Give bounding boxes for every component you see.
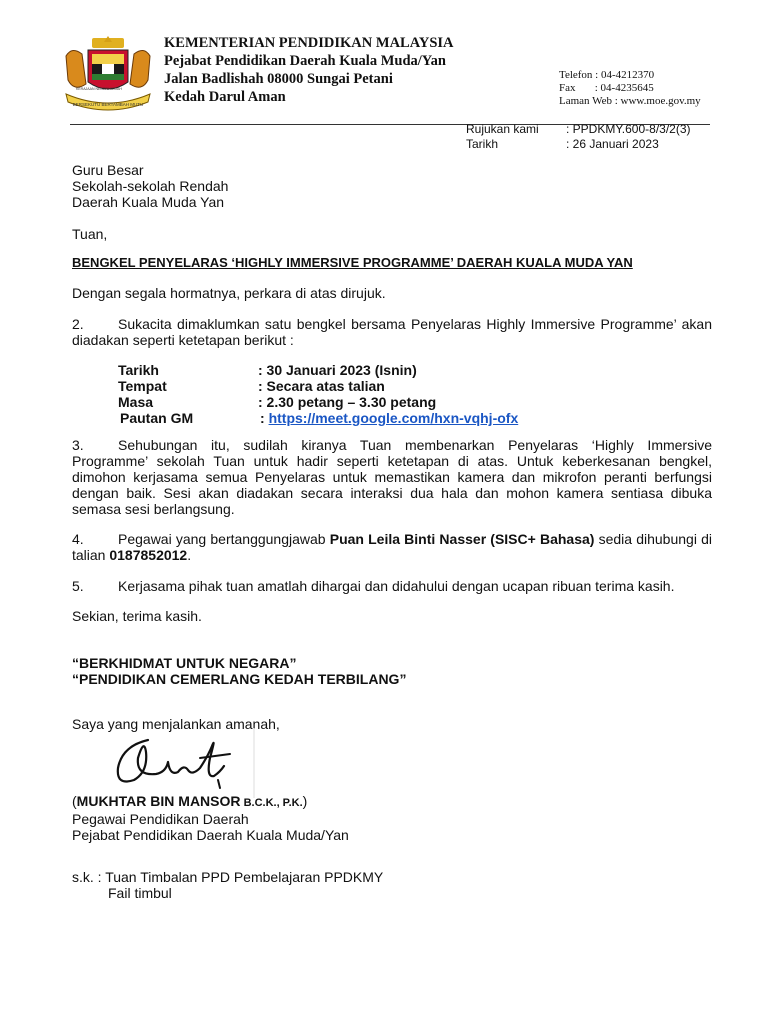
detail-label: Masa [118, 394, 154, 410]
ministry-name: KEMENTERIAN PENDIDIKAN MALAYSIA [164, 35, 454, 51]
signatory-title: Pegawai Pendidikan Daerah [72, 811, 249, 827]
paragraph-2 [72, 316, 712, 348]
paragraph-4 [72, 531, 712, 563]
paragraph-text: Kerjasama pihak tuan amatlah dihargai dan didahului dengan ucapan ribuan terima kasih. [118, 578, 675, 594]
cc-line: Fail timbul [108, 885, 172, 901]
paragraph-number: 5. [72, 578, 84, 594]
recipient-line: Sekolah-sekolah Rendah [72, 178, 229, 194]
contact-block [559, 69, 701, 108]
letter-subject: BENGKEL PENYELARAS ‘HIGHLY IMMERSIVE PROGRAMME’ DAERAH KUALA MUDA YAN [72, 255, 633, 270]
date-value: : 26 Januari 2023 [566, 137, 659, 151]
paragraph-text: Sukacita dimaklumkan satu bengkel bersama Penyelaras Highly Immersive Programme’ akan diadakan seperti ketetapan berikut : [72, 316, 712, 348]
svg-text:KERAJAAN NEGERI KEDAH: KERAJAAN NEGERI KEDAH [76, 87, 122, 91]
paragraph-number: 2. [72, 316, 84, 332]
paragraph-1: Dengan segala hormatnya, perkara di atas dirujuk. [72, 285, 386, 301]
kedah-crest-logo [62, 36, 154, 116]
sign-off: Saya yang menjalankan amanah, [72, 716, 280, 732]
motto-block [72, 655, 406, 687]
cc-block [72, 869, 383, 901]
paragraph-number: 4. [72, 531, 84, 547]
paragraph-number: 3. [72, 437, 84, 453]
office-name: Pejabat Pendidikan Daerah Kuala Muda/Yan [164, 53, 446, 69]
paragraph-5 [72, 578, 712, 594]
signature-image [108, 728, 258, 798]
detail-value: : 2.30 petang – 3.30 petang [258, 394, 437, 410]
paragraph-3 [72, 437, 712, 517]
detail-label: Tempat [118, 378, 167, 394]
signatory-paren: ( [72, 793, 77, 809]
motto-line: “BERKHIDMAT UNTUK NEGARA” [72, 655, 297, 671]
signatory-honours: B.C.K., P.K. [240, 797, 303, 809]
salutation: Tuan, [72, 226, 108, 242]
event-details [118, 362, 518, 426]
recipient-block [72, 162, 228, 210]
svg-text:BERSEKUTU BERTAMBAH MUTU: BERSEKUTU BERTAMBAH MUTU [72, 102, 144, 107]
website: Laman Web : www.moe.gov.my [559, 95, 701, 107]
signatory-office: Pejabat Pendidikan Daerah Kuala Muda/Yan [72, 827, 349, 843]
paragraph-text: Sehubungan itu, sudilah kiranya Tuan membenarkan Penyelaras ‘Highly Immersive Programme’ sekolah Tuan untuk hadir seperti ketetapan di atas. Untuk keberkesanan bengkel, dimohon kerjasama semua Penyelaras untuk memastikan kamera dan mikrofon peranti berfungsi dengan baik. Sesi akan diadakan secara interaksi dua hala dan mohon kamera sentiasa dibuka semasa sesi berlangsung. [72, 437, 712, 517]
paragraph-text: Pegawai yang bertanggungjawab [118, 531, 330, 547]
detail-value: : Secara atas talian [258, 378, 385, 394]
detail-value: : 30 Januari 2023 (Isnin) [258, 362, 417, 378]
reference-block [466, 122, 691, 152]
signatory-name: MUKHTAR BIN MANSOR [76, 793, 241, 809]
officer-name: Puan Leila Binti Nasser (SISC+ Bahasa) [329, 531, 595, 547]
closing-line: Sekian, terima kasih. [72, 608, 202, 624]
paragraph-text: sedia dihubungi di talian [72, 531, 712, 563]
phone-number: Telefon : 04-4212370 [559, 69, 655, 81]
signatory-block [72, 793, 349, 843]
officer-phone: 0187852012 [109, 547, 188, 563]
ref-label: Rujukan kami [466, 122, 539, 136]
signatory-paren: ) [302, 793, 308, 809]
detail-separator: : [260, 410, 269, 426]
meet-link[interactable]: https://meet.google.com/hxn-vqhj-ofx [268, 410, 519, 426]
ref-value: : PPDKMY.600-8/3/2(3) [566, 122, 691, 136]
motto-line: “PENDIDIKAN CEMERLANG KEDAH TERBILANG” [72, 671, 407, 687]
cc-line: s.k. : Tuan Timbalan PPD Pembelajaran PPDKMY [72, 869, 384, 885]
office-state: Kedah Darul Aman [164, 89, 286, 105]
recipient-line: Guru Besar [72, 162, 144, 178]
paragraph-text: . [187, 547, 192, 563]
office-street: Jalan Badlishah 08000 Sungai Petani [164, 71, 393, 87]
letterhead-text [164, 34, 454, 106]
date-label: Tarikh [466, 137, 499, 151]
detail-label: Pautan GM [120, 410, 194, 426]
fax-number: Fax : 04-4235645 [559, 82, 654, 94]
recipient-line: Daerah Kuala Muda Yan [72, 194, 225, 210]
detail-label: Tarikh [118, 362, 159, 378]
